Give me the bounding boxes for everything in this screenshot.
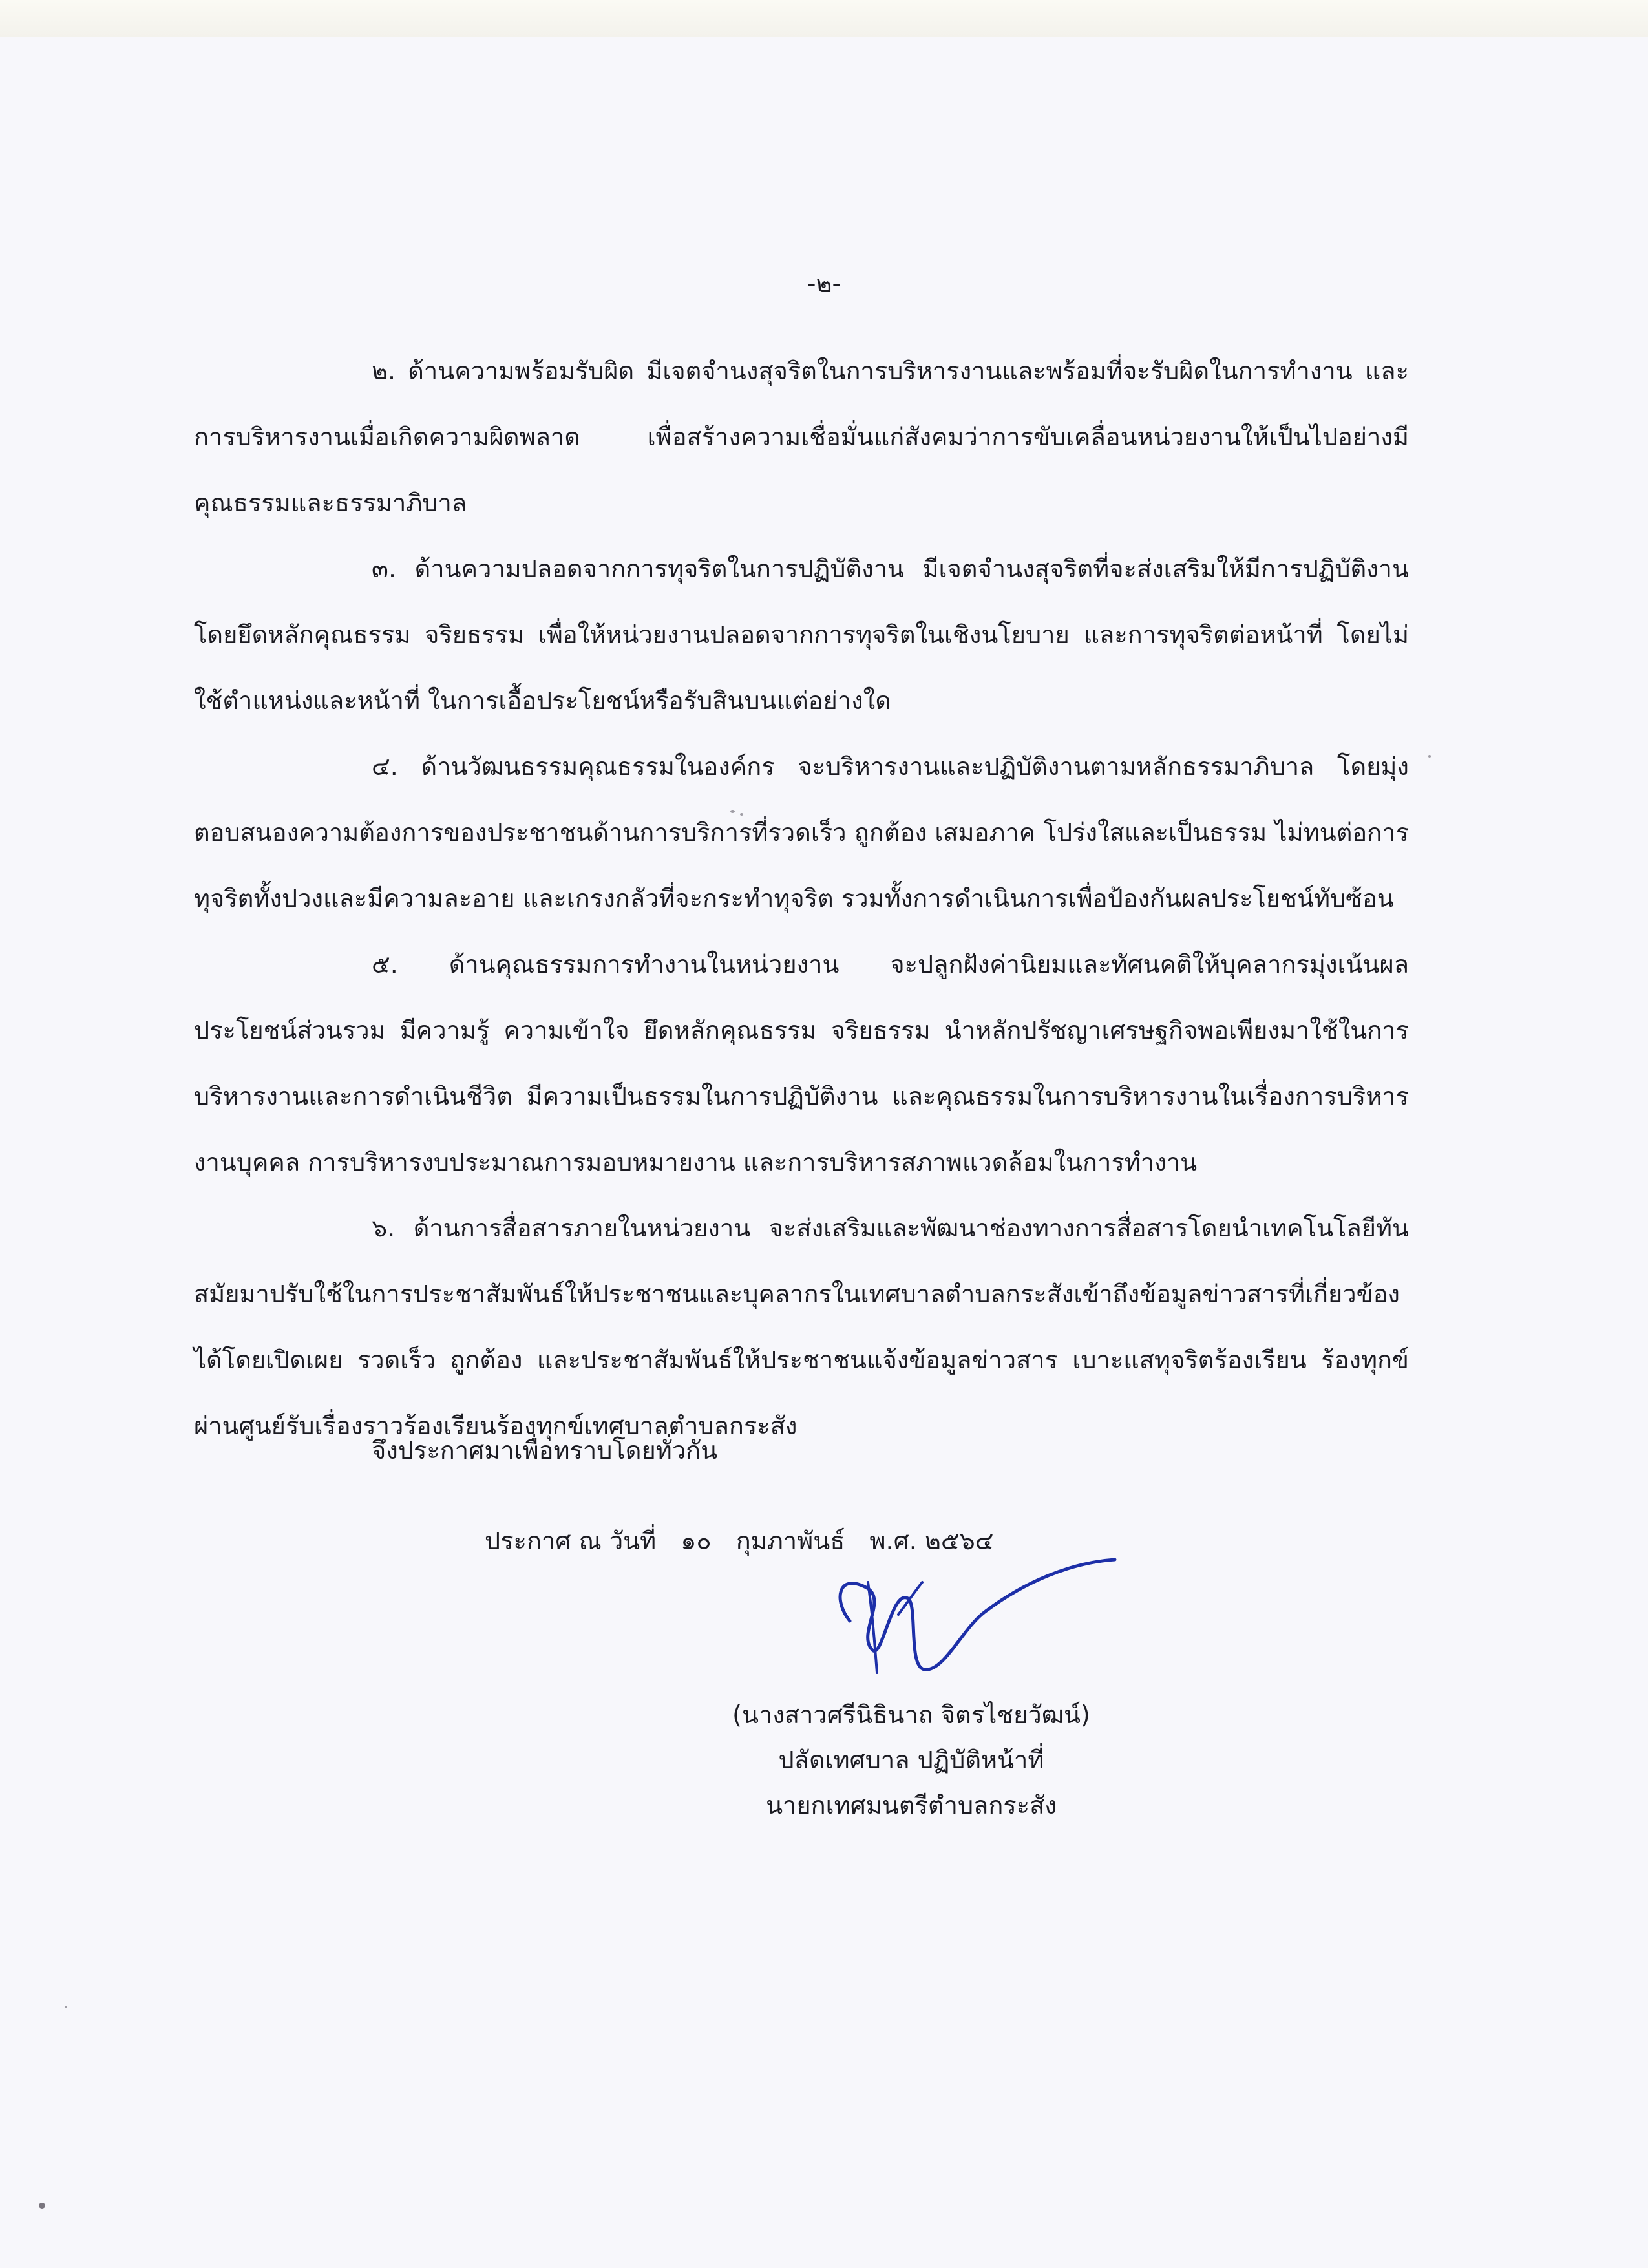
paragraph-accountability: ๒. ด้านความพร้อมรับผิด มีเจตจำนงสุจริตในการบริหารงานและพร้อมที่จะรับผิดในการทำงาน และการบริหารงานเมื่อเกิดความผิดพลาด เพื่อสร้างความเชื่อมั่นแก่สังคมว่าการขับเคลื่อนหน่วยงานให้เป็นไปอย่างมีคุณธรรมและธรรมาภิบาล: [194, 357, 1409, 517]
signer-acting-title: นายกเทศมนตรีตำบลกระสัง: [766, 1791, 1057, 1819]
signer-position: ปลัดเทศบาล ปฏิบัติหน้าที่: [778, 1746, 1044, 1774]
date-day: ๑๐: [681, 1527, 712, 1555]
date-month: กุมภาพันธ์: [735, 1527, 845, 1555]
paragraph-internal-communication: ๖. ด้านการสื่อสารภายในหน่วยงาน จะส่งเสริมและพัฒนาช่องทางการสื่อสารโดยนำเทคโนโลยีทันสมัยมาปรับใช้ในการประชาสัมพันธ์ให้ประชาชนและบุคลากรในเทศบาลตำบลกระสังเข้าถึงข้อมูลข่าวสารที่เกี่ยวข้องได้โดยเปิดเผย รวดเร็ว ถูกต้อง และประชาสัมพันธ์ให้ประชาชนแจ้งข้อมูลข่าวสาร เบาะแสทุจริตร้องเรียน ร้องทุกข์ผ่านศูนย์รับเรื่องราวร้องเรียนร้องทุกข์เทศบาลตำบลกระสัง: [194, 1214, 1409, 1440]
scanner-top-edge: [0, 0, 1648, 39]
signer-block: [672, 1692, 1150, 1828]
paragraph-organizational-culture: ๔. ด้านวัฒนธรรมคุณธรรมในองค์กร จะบริหารงานและปฏิบัติงานตามหลักธรรมาภิบาล โดยมุ่งตอบสนองความต้องการของประชาชนด้านการบริการที่รวดเร็ว ถูกต้อง เสมอภาค โปร่งใสและเป็นธรรม ไม่ทนต่อการทุจริตทั้งปวงและมีความละอาย และเกรงกลัวที่จะกระทำทุจริต รวมทั้งการดำเนินการเพื่อป้องกันผลประโยชน์ทับซ้อน: [194, 752, 1409, 913]
scan-speck: [740, 813, 743, 816]
scan-speck: [65, 2006, 67, 2008]
paragraph-work-integrity: ๕. ด้านคุณธรรมการทำงานในหน่วยงาน จะปลูกฝังค่านิยมและทัศนคติให้บุคลากรมุ่งเน้นผลประโยชน์ส่วนรวม มีความรู้ ความเข้าใจ ยึดหลักคุณธรรม จริยธรรม นำหลักปรัชญาเศรษฐกิจพอเพียงมาใช้ในการบริหารงานและการดำเนินชีวิต มีความเป็นธรรมในการปฏิบัติงาน และคุณธรรมในการบริหารงานในเรื่องการบริหารงานบุคคล การบริหารงบประมาณการมอบหมายงาน และการบริหารสภาพแวดล้อมในการทำงาน: [194, 950, 1409, 1176]
paragraph-corruption-free: ๓. ด้านความปลอดจากการทุจริตในการปฏิบัติงาน มีเจตจำนงสุจริตที่จะส่งเสริมให้มีการปฏิบัติงานโดยยึดหลักคุณธรรม จริยธรรม เพื่อให้หน่วยงานปลอดจากการทุจริตในเชิงนโยบาย และการทุจริตต่อหน้าที่ โดยไม่ใช้ตำแหน่งและหน้าที่ ในการเอื้อประโยชน์หรือรับสินบนแต่อย่างใด: [194, 555, 1409, 715]
page-number: -๒-: [807, 270, 841, 298]
handwritten-signature: [811, 1537, 1128, 1692]
date-prefix: ประกาศ ณ วันที่: [485, 1527, 657, 1555]
date-year: พ.ศ. ๒๕๖๔: [869, 1527, 994, 1555]
document-body: [194, 338, 1409, 1459]
scan-speck: [1428, 755, 1431, 758]
signer-name: (นางสาวศรีนิธินาถ จิตรไชยวัฒน์): [732, 1701, 1090, 1729]
document-page: [0, 37, 1648, 2268]
closing-statement: จึงประกาศมาเพื่อทราบโดยทั่วกัน: [372, 1436, 718, 1465]
scan-speck: [39, 2203, 45, 2209]
scan-speck: [730, 810, 735, 813]
